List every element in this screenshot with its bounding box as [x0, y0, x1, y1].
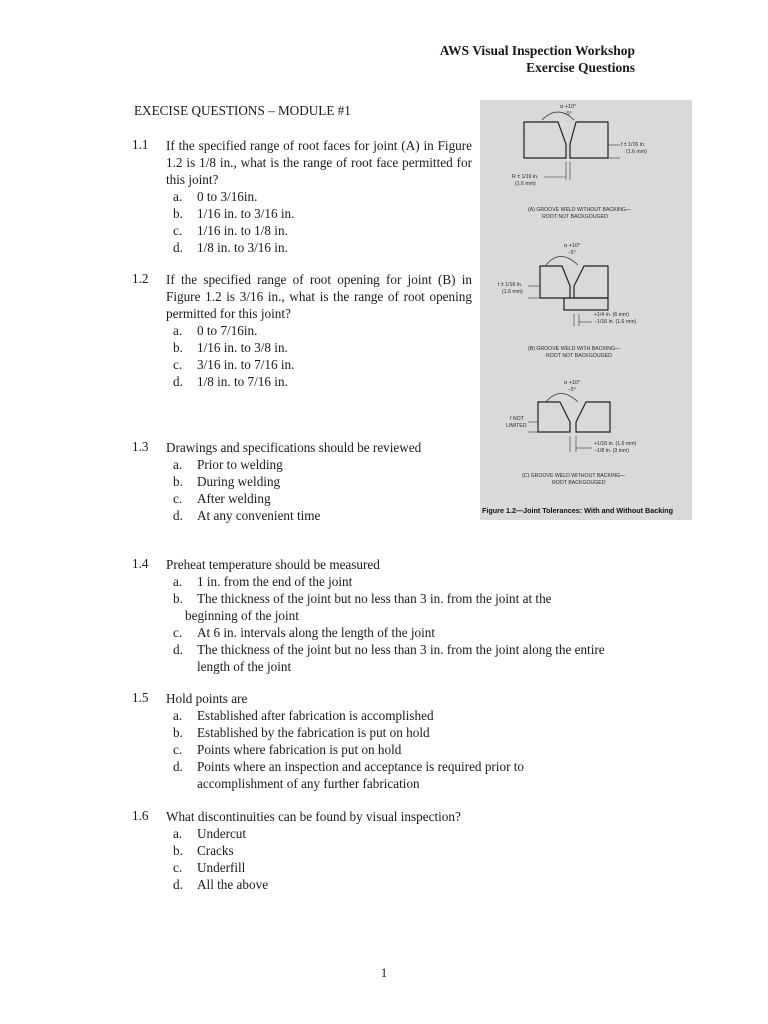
option-text: 1/16 in. to 1/8 in.: [197, 223, 288, 238]
option-list: [173, 188, 472, 256]
option-letter: a.: [173, 457, 183, 472]
question-1-2: [132, 271, 472, 390]
question-stem: Hold points are: [166, 691, 248, 706]
option-letter: a.: [173, 574, 183, 589]
option-a: [173, 573, 652, 590]
angle-label: α +10°: [564, 380, 581, 386]
question-number: 1.6: [132, 808, 149, 823]
option-text: Points where an inspection and acceptance is required prior to: [197, 759, 525, 774]
option-letter: a.: [173, 708, 183, 723]
option-c: [173, 624, 652, 641]
joint-a-caption-line2: ROOT NOT BACKGOUGED: [542, 214, 608, 220]
option-b: [173, 590, 652, 624]
figure-caption: Figure 1.2—Joint Tolerances: With and Without Backing: [482, 506, 674, 515]
option-a: [173, 707, 652, 724]
option-text: Points where fabrication is put on hold: [197, 742, 402, 757]
option-text: 1/8 in. to 7/16 in.: [197, 374, 288, 389]
question-number: 1.2: [132, 271, 149, 286]
option-text: 1/16 in. to 3/8 in.: [197, 340, 288, 355]
option-letter: b.: [173, 340, 183, 355]
question-stem: If the specified range of root opening for joint (B) in Figure 1.2 is 3/16 in., what is the range of root opening permitted for this joint?: [166, 272, 472, 321]
option-text: Cracks: [197, 843, 234, 858]
option-letter: c.: [173, 860, 183, 875]
question-stem: Preheat temperature should be measured: [166, 557, 380, 572]
joint-c-caption-line2: ROOT BACKGOUGED: [552, 480, 606, 486]
question-1-5: [132, 690, 652, 792]
option-letter: b.: [173, 591, 183, 606]
option-letter: d.: [173, 877, 183, 892]
document-header: [440, 42, 635, 76]
option-d: [173, 239, 472, 256]
question-1-1: [132, 137, 472, 256]
face-label: f NOT: [510, 416, 524, 422]
joint-a-diagram: [512, 104, 647, 220]
option-text: 1 in. from the end of the joint: [197, 574, 353, 589]
option-text: 1/16 in. to 3/16 in.: [197, 206, 295, 221]
option-c: [173, 859, 652, 876]
option-list: [173, 456, 472, 524]
option-b: [173, 205, 472, 222]
option-d: [173, 876, 652, 893]
header-title: AWS Visual Inspection Workshop: [439, 43, 635, 58]
option-letter: c.: [173, 742, 183, 757]
question-number: 1.3: [132, 439, 149, 454]
option-letter: d.: [173, 642, 183, 657]
option-a: [173, 456, 472, 473]
option-letter: d.: [173, 759, 183, 774]
option-letter: d.: [173, 240, 183, 255]
joint-c-diagram: [506, 380, 637, 486]
option-b: [173, 339, 472, 356]
question-stem: Drawings and specifications should be reviewed: [166, 440, 422, 455]
option-d: [173, 758, 652, 792]
face-mm-label: (1.6 mm): [502, 289, 523, 295]
root-plus-label: +1/16 in. (1.6 mm): [594, 441, 637, 447]
option-b: [173, 473, 472, 490]
option-letter: b.: [173, 843, 183, 858]
root-minus-label: −1/16 in. (1.6 mm): [594, 319, 637, 325]
option-a: [173, 825, 652, 842]
joint-a-caption-line1: (A) GROOVE WELD WITHOUT BACKING—: [528, 207, 632, 213]
option-d: [173, 641, 652, 675]
option-list: [173, 322, 472, 390]
option-text: The thickness of the joint but no less than 3 in. from the joint along the entire: [197, 642, 605, 657]
option-text: 0 to 7/16in.: [197, 323, 258, 338]
option-letter: c.: [173, 223, 183, 238]
option-text: All the above: [197, 877, 269, 892]
face-mm-label: (1.6 mm): [626, 149, 647, 155]
joint-b-caption-line1: (B) GROOVE WELD WITH BACKING—: [528, 346, 621, 352]
option-list: [173, 825, 652, 893]
option-c: [173, 741, 652, 758]
root-plus-label: +1/4 in. (6 mm): [594, 312, 630, 318]
option-text: Prior to welding: [197, 457, 283, 472]
option-text: Established after fabrication is accomplished: [197, 708, 434, 723]
question-stem: If the specified range of root faces for joint (A) in Figure 1.2 is 1/8 in., what is the range of root face permitted for this joint?: [166, 138, 472, 187]
question-stem: What discontinuities can be found by visual inspection?: [166, 809, 461, 824]
option-letter: b.: [173, 206, 183, 221]
option-c: [173, 356, 472, 373]
face-label: f ± 1/16 in.: [498, 282, 523, 288]
question-1-6: [132, 808, 652, 893]
option-text-continued: beginning of the joint: [185, 608, 299, 623]
option-letter: d.: [173, 374, 183, 389]
face-label-line2: LIMITED: [506, 423, 527, 429]
header-subtitle: Exercise Questions: [526, 60, 635, 75]
option-letter: a.: [173, 826, 183, 841]
option-letter: b.: [173, 725, 183, 740]
question-number: 1.1: [132, 137, 149, 152]
option-text: After welding: [197, 491, 271, 506]
option-d: [173, 373, 472, 390]
option-text: Established by the fabrication is put on hold: [197, 725, 430, 740]
option-letter: c.: [173, 357, 183, 372]
question-number: 1.5: [132, 690, 149, 705]
option-text: 0 to 3/16in.: [197, 189, 258, 204]
root-minus-label: −1/8 in. (3 mm): [594, 448, 630, 454]
joint-b-diagram: [498, 243, 637, 359]
option-b: [173, 724, 652, 741]
angle-minus-label: −5°: [564, 111, 572, 117]
page-number: 1: [380, 965, 388, 980]
joint-b-caption-line2: ROOT NOT BACKGOUGED: [546, 353, 612, 359]
option-letter: b.: [173, 474, 183, 489]
option-letter: c.: [173, 625, 183, 640]
option-letter: d.: [173, 508, 183, 523]
option-text: 1/8 in. to 3/16 in.: [197, 240, 288, 255]
option-text: The thickness of the joint but no less than 3 in. from the joint at the: [197, 591, 552, 606]
option-letter: a.: [173, 323, 183, 338]
root-mm-label: (1.6 mm): [515, 181, 536, 187]
option-text: At 6 in. intervals along the length of the joint: [197, 625, 436, 640]
option-text: During welding: [197, 474, 281, 489]
option-d: [173, 507, 472, 524]
option-a: [173, 322, 472, 339]
angle-minus-label: −5°: [568, 250, 576, 256]
face-label: f ± 1/16 in.: [621, 142, 646, 148]
angle-label: α +10°: [564, 243, 581, 249]
option-text: At any convenient time: [197, 508, 321, 523]
option-c: [173, 222, 472, 239]
option-letter: c.: [173, 491, 183, 506]
option-text: Underfill: [197, 860, 246, 875]
question-1-3: [132, 439, 472, 524]
question-number: 1.4: [132, 556, 149, 571]
question-1-4: [132, 556, 652, 675]
option-text: Undercut: [197, 826, 247, 841]
figure-joint-tolerances: [480, 100, 692, 520]
option-text-continued: accomplishment of any further fabrication: [197, 776, 420, 791]
option-list: [173, 707, 652, 792]
option-text: 3/16 in. to 7/16 in.: [197, 357, 295, 372]
option-a: [173, 188, 472, 205]
angle-label: α +10°: [560, 104, 577, 110]
root-label: R ± 1/16 in.: [512, 174, 539, 180]
option-c: [173, 490, 472, 507]
joint-c-caption-line1: (C) GROOVE WELD WITHOUT BACKING—: [522, 473, 626, 479]
option-list: [173, 573, 652, 675]
angle-minus-label: −5°: [568, 387, 576, 393]
option-text-continued: length of the joint: [197, 659, 292, 674]
option-letter: a.: [173, 189, 183, 204]
option-b: [173, 842, 652, 859]
module-title: EXECISE QUESTIONS – MODULE #1: [134, 103, 351, 118]
